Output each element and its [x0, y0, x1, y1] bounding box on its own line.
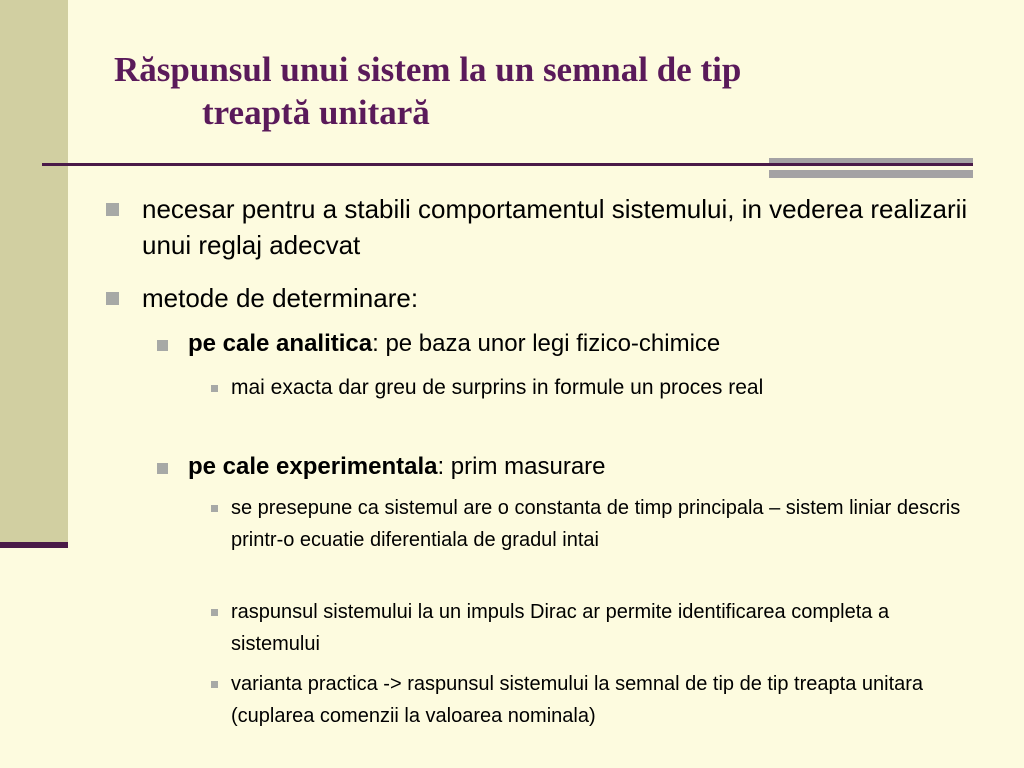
slide-title-line-1: Răspunsul unui sistem la un semnal de tip [114, 50, 742, 89]
list-item [231, 371, 971, 405]
list-item [231, 668, 971, 732]
list-item [188, 328, 968, 360]
bullet-square-icon [106, 203, 119, 216]
bullet-text: se presepune ca sistemul are o constanta de timp principala – sistem liniar descris printr-o ecuatie diferentiala de gradul intai [231, 497, 961, 551]
bullet-text: metode de determinare: [142, 283, 419, 313]
bullet-square-icon [157, 340, 168, 351]
bullet-square-icon [211, 681, 218, 688]
slide-title-line-2: treaptă unitară [202, 93, 430, 132]
bullet-text: necesar pentru a stabili comportamentul sistemului, in vederea realizarii unui reglaj adecvat [142, 194, 968, 260]
method-name: pe cale analitica [188, 330, 373, 357]
method-description: : prim masurare [437, 453, 606, 480]
bullet-square-icon [106, 292, 119, 305]
bullet-square-icon [211, 609, 218, 616]
list-item [231, 596, 971, 660]
list-item [142, 280, 972, 316]
bullet-square-icon [211, 505, 218, 512]
bullet-text: varianta practica -> raspunsul sistemului la semnal de tip de tip treapta unitara (cuplarea comenzii la valoarea nominala) [231, 673, 924, 727]
bullet-square-icon [211, 385, 218, 392]
bullet-text: raspunsul sistemului la un impuls Dirac ar permite identificarea completa a sistemului [231, 601, 890, 655]
bullet-text: mai exacta dar greu de surprins in formule un proces real [231, 376, 764, 399]
method-name: pe cale experimentala [188, 453, 438, 480]
list-item [231, 492, 971, 556]
list-item [142, 191, 972, 263]
method-description: : pe baza unor legi fizico-chimice [372, 330, 721, 357]
list-item [188, 451, 968, 483]
bullet-square-icon [157, 463, 168, 474]
